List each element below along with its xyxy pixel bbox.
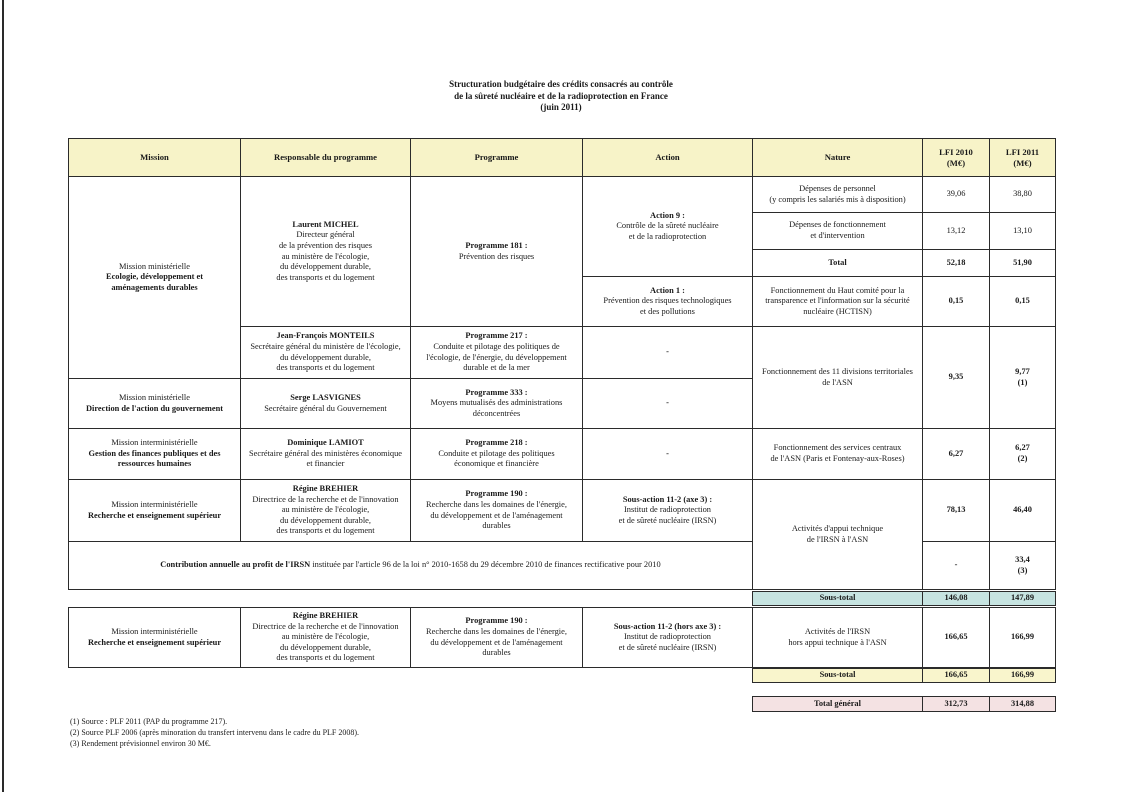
cell-text: Recherche et enseignement supérieur <box>87 637 222 647</box>
mission-cell <box>69 177 241 379</box>
total-label: Total <box>753 250 923 277</box>
cell-text: du développement et de l'aménagement <box>430 510 563 520</box>
programme-cell <box>411 177 583 327</box>
value-cell: 166,65 <box>923 608 990 668</box>
cell-text: Fonctionnement des services centraux <box>773 443 902 453</box>
cell-text: (1) <box>1017 377 1028 387</box>
value-cell <box>990 327 1056 429</box>
value-cell <box>990 429 1056 480</box>
subtotal-table-2 <box>752 668 1056 683</box>
value-cell: 78,13 <box>923 480 990 542</box>
cell-text: et des pollutions <box>640 306 695 316</box>
cell-text: 33,4 <box>1015 554 1030 564</box>
cell-text: de l'IRSN à l'ASN <box>806 534 869 544</box>
cell-text: Régine BREHIER <box>292 484 359 494</box>
mission-cell <box>69 379 241 429</box>
value-cell: 13,10 <box>990 213 1056 250</box>
cell-text: Sous-action 11-2 (axe 3) : <box>622 494 713 504</box>
value-cell: 9,35 <box>923 327 990 429</box>
value-cell: 314,88 <box>990 697 1056 712</box>
nature-cell <box>753 213 923 250</box>
responsable-cell <box>241 177 411 327</box>
table-row <box>69 480 1056 542</box>
header-programme: Programme <box>411 139 583 177</box>
cell-text: Régine BREHIER <box>292 611 359 621</box>
cell-text: Fonctionnement des 11 divisions territoriales <box>762 366 913 376</box>
cell-text: Dominique LAMIOT <box>287 438 364 448</box>
cell-text: (y compris les salariés mis à disposition) <box>769 194 906 204</box>
cell-text: Contribution annuelle au profit de l'IRSN <box>160 560 311 570</box>
cell-text: au ministère de l'écologie, <box>281 251 370 261</box>
value-cell: 13,12 <box>923 213 990 250</box>
header-lfi2011 <box>990 139 1056 177</box>
cell-text: Mission ministérielle <box>119 261 190 271</box>
cell-text: Institut de radioprotection <box>624 632 711 642</box>
cell-text: des transports et du logement <box>276 653 375 663</box>
cell-text: Dépenses de fonctionnement <box>789 220 886 230</box>
cell-text: au ministère de l'écologie, <box>281 505 370 515</box>
cell-text: Ecologie, développement et <box>106 272 203 282</box>
header-nature: Nature <box>753 139 923 177</box>
cell-text: et de sûreté nucléaire (IRSN) <box>618 642 717 652</box>
cell-text: Gestion des finances publiques et des <box>88 448 221 458</box>
cell-text: Mission ministérielle <box>119 392 190 402</box>
cell-text: (3) <box>1017 565 1028 575</box>
cell-text: Mission interministérielle <box>111 438 198 448</box>
footnotes <box>70 716 359 749</box>
cell-text: Sous-action 11-2 (hors axe 3) : <box>613 621 722 631</box>
footnote: (2) Source PLF 2006 (après minoration du transfert intervenu dans le cadre du PLF 2008). <box>70 728 360 737</box>
programme-cell <box>411 480 583 542</box>
cell-text: Serge LASVIGNES <box>290 392 361 402</box>
table-row <box>69 177 1056 213</box>
table-row <box>69 608 1056 668</box>
programme-cell <box>411 379 583 429</box>
cell-text: transparence et l'information sur la sécurité <box>765 296 910 306</box>
value-cell: 147,89 <box>990 592 1056 606</box>
cell-text: Recherche dans les domaines de l'énergie, <box>426 499 567 509</box>
cell-text: au ministère de l'écologie, <box>281 632 370 642</box>
cell-text: de l'ASN (Paris et Fontenay-aux-Roses) <box>770 454 905 463</box>
cell-text: Recherche dans les domaines de l'énergie, <box>426 626 567 636</box>
action-cell <box>583 177 753 277</box>
responsable-cell <box>241 608 411 668</box>
cell-text: Contrôle de la sûreté nucléaire <box>616 221 719 231</box>
header-responsable: Responsable du programme <box>241 139 411 177</box>
cell-text: Recherche et enseignement supérieur <box>87 510 222 520</box>
cell-text: du développement durable, <box>280 262 371 272</box>
cell-text: Secrétaire général du ministère de l'écologie, <box>250 341 401 351</box>
programme-cell <box>411 608 583 668</box>
cell-text: Programme 181 : <box>465 240 528 250</box>
budget-table-2 <box>68 607 1056 668</box>
cell-text: hors appui technique à l'ASN <box>788 637 887 647</box>
value-cell: 51,90 <box>990 250 1056 277</box>
cell-text: Activités de l'IRSN <box>804 626 871 636</box>
header-text: LFI 2011 <box>1005 146 1040 157</box>
cell-text: Prévention des risques <box>458 251 535 261</box>
footnote: (1) Source : PLF 2011 (PAP du programme 217). <box>70 717 228 726</box>
cell-text: Action 9 : <box>650 210 685 220</box>
responsable-cell <box>241 480 411 542</box>
header-action: Action <box>583 139 753 177</box>
action-cell: - <box>583 327 753 379</box>
header-mission: Mission <box>69 139 241 177</box>
cell-text: et de sûreté nucléaire (IRSN) <box>618 515 717 525</box>
cell-text: Activités d'appui technique <box>791 523 884 533</box>
responsable-cell <box>241 429 411 480</box>
cell-text: Action 1 : <box>650 285 685 295</box>
budget-table <box>68 138 1056 590</box>
cell-text: durables <box>482 648 511 658</box>
nature-cell <box>753 327 923 429</box>
cell-text: durable et de la mer <box>463 363 530 373</box>
subtotal-row <box>753 669 1056 683</box>
header-text: (M€) <box>1013 157 1032 168</box>
value-cell: 0,15 <box>923 277 990 327</box>
cell-text: et de la radioprotection <box>628 231 707 241</box>
cell-text: de la prévention des risques <box>278 240 373 250</box>
cell-text: Conduite et pilotage des politiques <box>438 448 555 458</box>
cell-text: Laurent MICHEL <box>292 219 359 229</box>
cell-text: Moyens mutualisés des administrations <box>430 398 563 408</box>
cell-text: du développement durable, <box>280 352 371 362</box>
mission-cell <box>69 608 241 668</box>
value-cell: 166,99 <box>990 669 1056 683</box>
value-cell: 166,99 <box>990 608 1056 668</box>
cell-text: Mission interministérielle <box>111 499 198 509</box>
programme-cell <box>411 327 583 379</box>
nature-cell <box>753 277 923 327</box>
action-cell: - <box>583 379 753 429</box>
header-row <box>69 139 1056 177</box>
cell-text: 6,27 <box>1015 443 1030 453</box>
cell-text: Conduite et pilotage des politiques de <box>433 341 560 351</box>
value-cell: 38,80 <box>990 177 1056 213</box>
cell-text: Programme 190 : <box>465 489 528 499</box>
cell-text: du développement durable, <box>280 642 371 652</box>
contribution-cell <box>69 542 753 590</box>
cell-text: Fonctionnement du Haut comité pour la <box>770 285 905 295</box>
cell-text: des transports et du logement <box>276 272 375 282</box>
value-cell: 52,18 <box>923 250 990 277</box>
title-line: (juin 2011) <box>540 102 582 112</box>
programme-cell <box>411 429 583 480</box>
cell-text: économique et financière <box>454 459 539 469</box>
subtotal-label: Sous-total <box>753 592 923 606</box>
header-lfi2010 <box>923 139 990 177</box>
cell-text: Secrétaire général des ministères économique <box>248 448 402 458</box>
cell-text: Jean-François MONTEILS <box>276 331 375 341</box>
grand-total-label: Total général <box>753 697 923 712</box>
responsable-cell <box>241 327 411 379</box>
cell-text: Programme 217 : <box>465 331 528 341</box>
grand-total-table <box>752 696 1056 712</box>
footnote: (3) Rendement prévisionnel environ 30 M€. <box>70 739 211 748</box>
nature-cell <box>753 480 923 590</box>
cell-text: Dépenses de personnel <box>799 183 876 193</box>
nature-cell <box>753 608 923 668</box>
cell-text: déconcentrées <box>472 408 521 418</box>
scan-edge <box>2 0 4 792</box>
cell-text: l'écologie, de l'énergie, du développement <box>426 352 567 362</box>
cell-text: de l'ASN <box>822 377 853 387</box>
cell-text: Directeur général <box>296 230 355 240</box>
value-cell <box>990 542 1056 590</box>
responsable-cell <box>241 379 411 429</box>
value-cell: 46,40 <box>990 480 1056 542</box>
cell-text: nucléaire (HCTISN) <box>803 306 872 316</box>
cell-text: instituée par l'article 96 de la loi n° 2010-1658 du 29 décembre 2010 de finances rectificative pour 2010 <box>310 560 661 570</box>
cell-text: Programme 333 : <box>465 387 528 397</box>
cell-text: Prévention des risques technologiques <box>603 296 732 306</box>
title-line: Structuration budgétaire des crédits consacrés au contrôle <box>449 79 673 89</box>
cell-text: Secrétaire général du Gouvernement <box>264 403 387 413</box>
value-cell: 166,65 <box>923 669 990 683</box>
subtotal-label: Sous-total <box>753 669 923 683</box>
mission-cell <box>69 429 241 480</box>
cell-text: Directrice de la recherche et de l'innovation <box>252 621 399 631</box>
cell-text: durables <box>482 521 511 531</box>
value-cell: 0,15 <box>990 277 1056 327</box>
cell-text: des transports et du logement <box>276 526 375 536</box>
cell-text: des transports et du logement <box>276 363 375 373</box>
value-cell: 6,27 <box>923 429 990 480</box>
cell-text: 9,77 <box>1015 366 1030 376</box>
cell-text: Programme 190 : <box>465 616 528 626</box>
header-text: LFI 2010 <box>939 146 973 157</box>
cell-text: Programme 218 : <box>465 438 528 448</box>
header-text: (M€) <box>946 157 966 168</box>
nature-cell <box>753 177 923 213</box>
cell-text: ressources humaines <box>117 459 192 469</box>
cell-text: et d'intervention <box>810 231 865 240</box>
value-cell: 312,73 <box>923 697 990 712</box>
cell-text: Directrice de la recherche et de l'innovation <box>252 494 399 504</box>
mission-cell <box>69 480 241 542</box>
action-cell <box>583 277 753 327</box>
cell-text: Mission interministérielle <box>111 626 198 636</box>
cell-text: Institut de radioprotection <box>624 505 711 515</box>
page-title <box>400 79 722 114</box>
action-cell <box>583 608 753 668</box>
grand-total-row <box>753 697 1056 712</box>
value-cell: - <box>923 542 990 590</box>
cell-text: du développement et de l'aménagement <box>430 637 563 647</box>
value-cell: 39,06 <box>923 177 990 213</box>
value-cell: 146,08 <box>923 592 990 606</box>
cell-text: du développement durable, <box>280 515 371 525</box>
subtotal-table <box>752 591 1056 606</box>
title-line: de la sûreté nucléaire et de la radioprotection en France <box>454 90 668 101</box>
nature-cell <box>753 429 923 480</box>
table-row <box>69 429 1056 480</box>
action-cell: - <box>583 429 753 480</box>
cell-text: Direction de l'action du gouvernement <box>85 403 224 413</box>
subtotal-row <box>753 592 1056 606</box>
cell-text: et financier <box>306 459 345 469</box>
cell-text: aménagements durables <box>111 282 198 292</box>
action-cell <box>583 480 753 542</box>
cell-text: (2) <box>1017 454 1028 463</box>
